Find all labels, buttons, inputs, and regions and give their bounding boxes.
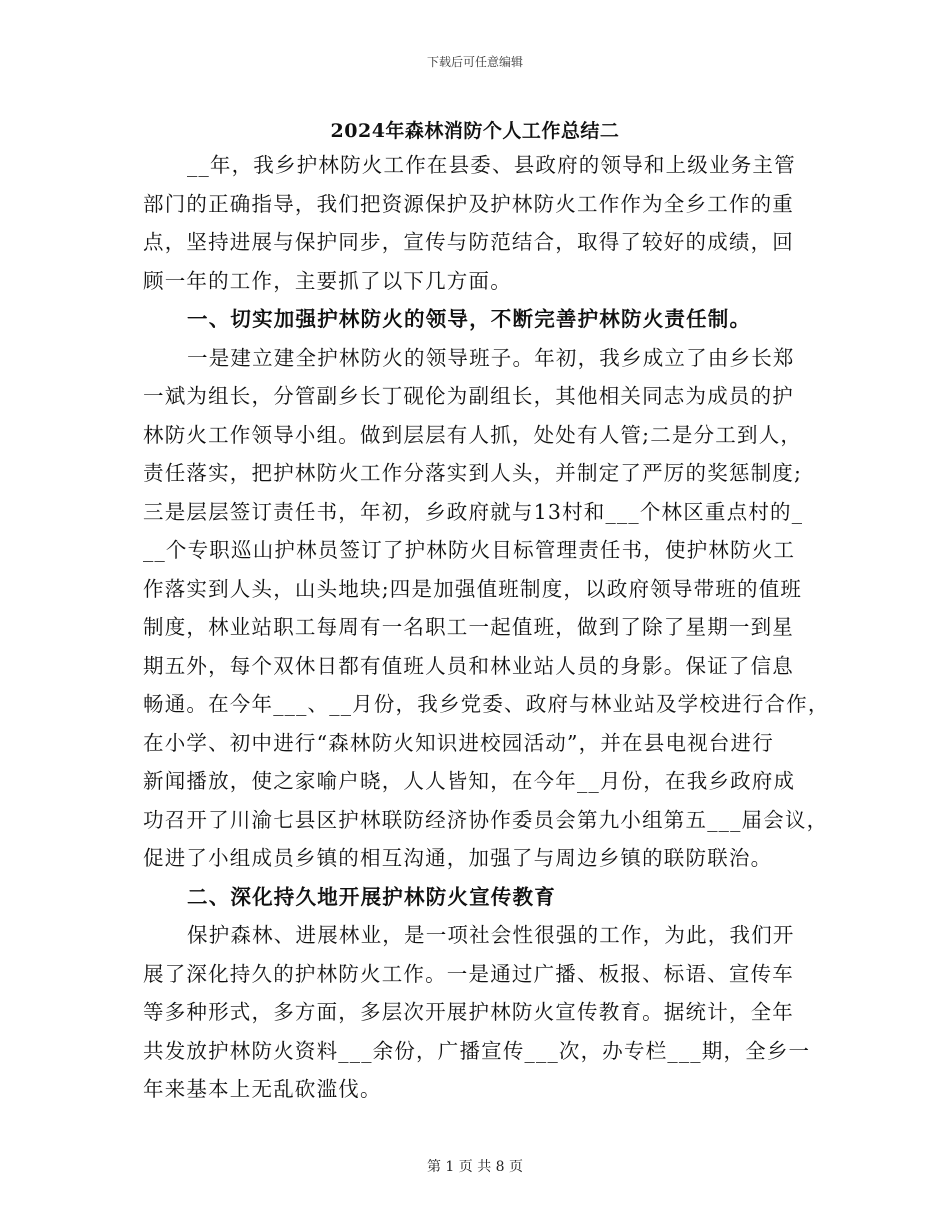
text-line: 促进了小组成员乡镇的相互沟通，加强了与周边乡镇的联防联治。 bbox=[143, 846, 773, 870]
text-line: __个专职巡山护林员签订了护林防火目标管理责任书，使护林防火工 bbox=[143, 538, 796, 562]
text-line: __年，我乡护林防火工作在县委、县政府的领导和上级业务主管 bbox=[187, 153, 796, 177]
text-line: 作落实到人头，山头地块;四是加强值班制度，以政府领导带班的值班 bbox=[143, 576, 803, 601]
text-line: 新闻播放，使之家喻户晓，人人皆知，在今年__月份，在我乡政府成 bbox=[143, 769, 796, 793]
text-line: 在小学、初中进行“森林防火知识进校园活动”，并在县电视台进行 bbox=[143, 730, 774, 755]
text-line: 保护森林、进展林业，是一项社会性很强的工作，为此，我们开 bbox=[187, 923, 795, 947]
text-line: 期五外，每个双休日都有值班人员和林业站人员的身影。保证了信息 bbox=[143, 653, 794, 678]
text-line: 共发放护林防火资料___余份，广播宣传___次，办专栏___期，全乡一 bbox=[143, 1038, 811, 1063]
section-heading: 二、深化持久地开展护林防火宣传教育 bbox=[187, 884, 556, 909]
text-line: 年来基本上无乱砍滥伐。 bbox=[143, 1077, 382, 1101]
text-line: 点，坚持进展与保护同步，宣传与防范结合，取得了较好的成绩，回 bbox=[143, 230, 794, 254]
text-line: 畅通。在今年___、__月份，我乡党委、政府与林业站及学校进行合作， bbox=[143, 692, 830, 716]
text-line: 等多种形式，多方面，多层次开展护林防火宣传教育。据统计，全年 bbox=[143, 1000, 794, 1024]
text-line: 林防火工作领导小组。做到层层有人抓，处处有人管;二是分工到人， bbox=[143, 422, 803, 447]
text-line: 功召开了川渝七县区护林联防经济协作委员会第九小组第五___届会议， bbox=[143, 807, 829, 832]
section-heading: 一、切实加强护林防火的领导，不断完善护林防火责任制。 bbox=[187, 307, 752, 331]
header-note: 下载后可任意编辑 bbox=[426, 55, 523, 69]
document-body bbox=[143, 146, 830, 1109]
page-footer: 第 1 页 共 8 页 bbox=[426, 1159, 524, 1175]
text-line: 责任落实，把护林防火工作分落实到人头，并制定了严厉的奖惩制度; bbox=[143, 461, 803, 485]
text-line: 制度，林业站职工每周有一名职工一起值班，做到了除了星期一到星 bbox=[143, 615, 794, 639]
text-line: 一是建立建全护林防火的领导班子。年初，我乡成立了由乡长郑 bbox=[187, 345, 795, 370]
text-line: 顾一年的工作，主要抓了以下几方面。 bbox=[143, 268, 512, 293]
document-title: 2024年森林消防个人工作总结二 bbox=[330, 120, 620, 142]
text-line: 展了深化持久的护林防火工作。一是通过广播、板报、标语、宣传车 bbox=[143, 961, 794, 986]
text-line: 部门的正确指导，我们把资源保护及护林防火工作作为全乡工作的重 bbox=[143, 191, 794, 216]
text-line: 三是层层签订责任书，年初，乡政府就与13村和___个林区重点村的_ bbox=[143, 499, 804, 524]
text-line: 一斌为组长，分管副乡长丁砚伦为副组长，其他相关同志为成员的护 bbox=[143, 384, 794, 408]
